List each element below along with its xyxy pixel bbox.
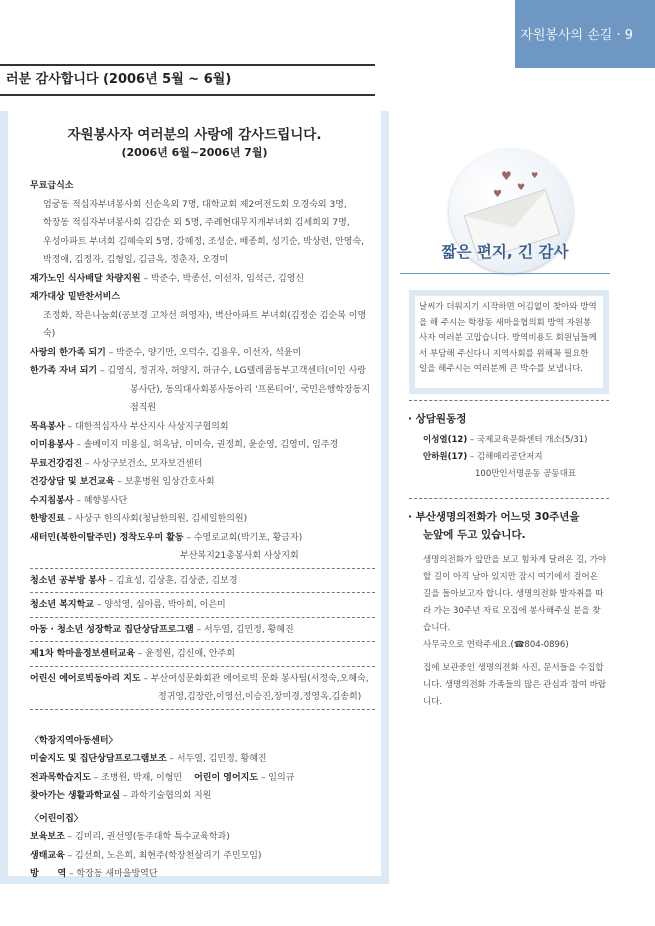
intro-box [409, 290, 609, 394]
divider [30, 641, 375, 642]
list-item: 보육보조 – 김미리, 권선영(동주대학 특수교육학과) [30, 832, 230, 842]
group-line: 조정화, 작은나눔회(공보경 고차선 허영자), 벽산아파트 부녀회(김정순 김순복 이명숙) [43, 310, 367, 339]
paragraph: 사무국으로 연락주세요.(☎804-0896) [423, 640, 569, 650]
intro-text: 날씨가 더워지기 시작하면 어김없이 찾아와 방역을 해 주시는 학장동 새마을협의회 방역 자원봉사자 여러분 고맙습니다. 방역비용도 회원님들께서 부담해 주신다니 지역사회를 위해꼭 필요한 일을 해주시는 여러분께 큰 박수를 보냅니다. [415, 296, 603, 388]
list-item: 사랑의 한가족 되기 – 박준수, 양기만, 오덕수, 김용우, 이선자, 석윤미 [30, 347, 302, 358]
list-item: 찾아가는 생활과학교실 – 과학기술협의회 지원 [30, 791, 212, 801]
group-line: 봉사단), 동의대사회봉사동아리 '프론티어', 국민은행학장동지점직원 [130, 384, 371, 413]
list-item: 건강상담 및 보건교육 – 보훈병원 임상간호사회 [30, 477, 215, 487]
counselor-news-heading: · 상담원동정 [408, 413, 467, 425]
group-heading: 〈어린이집〉 [30, 813, 83, 824]
group-heading: 재가대상 밑반찬서비스 [30, 292, 121, 302]
heart-icon: ♥ [517, 183, 526, 193]
paragraph: 집에 보관중인 생명의전화 사진, 문서들을 수집합니다. 생명의전화 가족들의 많은 관심과 참여 바랍니다. [423, 663, 607, 707]
list-item: 수지침봉사 – 혜향봉사단 [30, 495, 128, 506]
list-item: 100만인서명운동 공동대표 [475, 469, 577, 479]
divider [30, 617, 375, 618]
divider [409, 400, 609, 401]
list-item: 청소년 공부방 봉사 – 김효성, 김상훈, 김상준, 김보경 [30, 575, 238, 586]
top-title: 러분 감사합니다 (2006년 5월 ~ 6월) [0, 64, 375, 96]
group-line: 정귀영,김장란,이영선,이승진,장미경,정영옥,김송희) [158, 692, 362, 702]
group-line: 우성아파트 부녀회 김혜숙외 5명, 강혜정, 조성순, 배종희, 성기순, 박상련, 안영숙, [43, 236, 365, 247]
group-line: 엄궁동 적십자부녀봉사회 신순옥외 7명, 대학교회 제2여전도회 오경숙외 3명, [43, 199, 347, 210]
list-item: 재가노인 식사배달 차량지원 – 박준수, 박종선, 이선자, 임석근, 김영신 [30, 273, 305, 284]
list-item: 제1차 학마을정보센터교육 – 윤정원, 김신애, 안주희 [30, 649, 235, 659]
group-heading: 무료급식소 [30, 181, 74, 191]
section-title: 짧은 편지, 긴 감사 [441, 243, 569, 261]
list-item: 목욕봉사 – 대한적십자사 부산지사 사상지구협의회 [30, 421, 229, 432]
title-rule [400, 273, 610, 274]
divider [30, 666, 375, 667]
list-item: 전과목학습지도 – 조병원, 박재, 이형민 어린이 영어지도 – 임의규 [30, 772, 295, 783]
heart-icon: ♥ [493, 189, 502, 200]
list-item: 생태교육 – 김선희, 노은희, 최현주(학장천살리기 주민모임) [30, 850, 262, 861]
list-item: 안하원(17) – 김해매리공단저지 [423, 452, 543, 462]
anniversary-body [423, 552, 608, 711]
section-label: 자원봉사의 손길 · 9 [520, 28, 633, 43]
anniversary-heading: · 부산생명의전화가 어느덧 30주년을 눈앞에 두고 있습니다. [408, 511, 580, 541]
counselor-news-list [423, 432, 608, 483]
divider [409, 498, 609, 499]
list-item: 어린신 에어로빅동아리 지도 – 부산여성문화회관 에어로빅 문화 봉사팀(서정숙,오혜숙, [30, 673, 369, 684]
divider [30, 568, 375, 569]
list-item: 아동 · 청소년 성장학교 집단상담프로그램 – 서두열, 김민정, 황혜진 [30, 624, 294, 635]
group-line: 부산복지21총봉사회 사상지회 [180, 551, 299, 561]
list-item: 한방진료 – 사상구 한의사회(청남한의원, 김세일한의원) [30, 514, 248, 524]
list-item: 한가족 자녀 되기 – 김영식, 정귀자, 허양지, 허규수, LG텔레콤동부고객센터(이인 사랑 [30, 366, 366, 376]
thanks-panel [0, 111, 389, 884]
heart-icon: ♥ [531, 171, 539, 180]
list-item: 방 역 – 학장동 새마을방역단 [30, 869, 158, 879]
thanks-panel-inner [8, 111, 381, 879]
list-item: 이성열(12) – 국제교육문화센터 개소(5/31) [423, 435, 588, 445]
page-title: 자원봉사자 여러분의 사랑에 감사드립니다. [67, 127, 322, 143]
volunteer-list [30, 177, 375, 884]
page-subtitle: (2006년 6월~2006년 7월) [121, 146, 268, 159]
header-tab [515, 0, 655, 68]
paragraph: 생명의전화가 앞만을 보고 힘차게 달려온 길, 가야할 길이 아직 남아 있지만 잠시 여기에서 걸어온 길을 돌아보고자 합니다. 생명의전화 발자취를 따라 가는 30주년 자료 모집에 봉사해주실 분을 찾습니다. [423, 555, 607, 633]
divider [30, 709, 375, 710]
list-item: 새터민(북한이탈주민) 정착도우미 활동 – 수영로교회(박기포, 황금자) [30, 532, 303, 543]
group-heading: 〈학장지역아동센터〉 [30, 735, 118, 746]
spacer [30, 713, 375, 732]
list-item: 미술지도 및 집단상담프로그램보조 – 서두열, 김민정, 황혜진 [30, 754, 267, 764]
list-item: 이미용봉사 – 솔베이지 미용실, 허옥남, 이미숙, 권정희, 윤순영, 김영미, 임주경 [30, 440, 339, 450]
group-line: 박정애, 김정자, 김형일, 김금옥, 정춘자, 오경미 [43, 255, 229, 265]
divider [30, 592, 375, 593]
heart-icon: ♥ [501, 169, 512, 183]
list-item: 무료건강검진 – 사상구보건소, 모자보건센터 [30, 458, 203, 469]
list-item: 청소년 복지학교 – 양석영, 심아름, 박아희, 이은미 [30, 600, 226, 610]
group-line: 학장동 적십자부녀봉사회 김감순 외 5명, 주례현대무지개부녀회 김세희외 7명, [43, 218, 350, 228]
